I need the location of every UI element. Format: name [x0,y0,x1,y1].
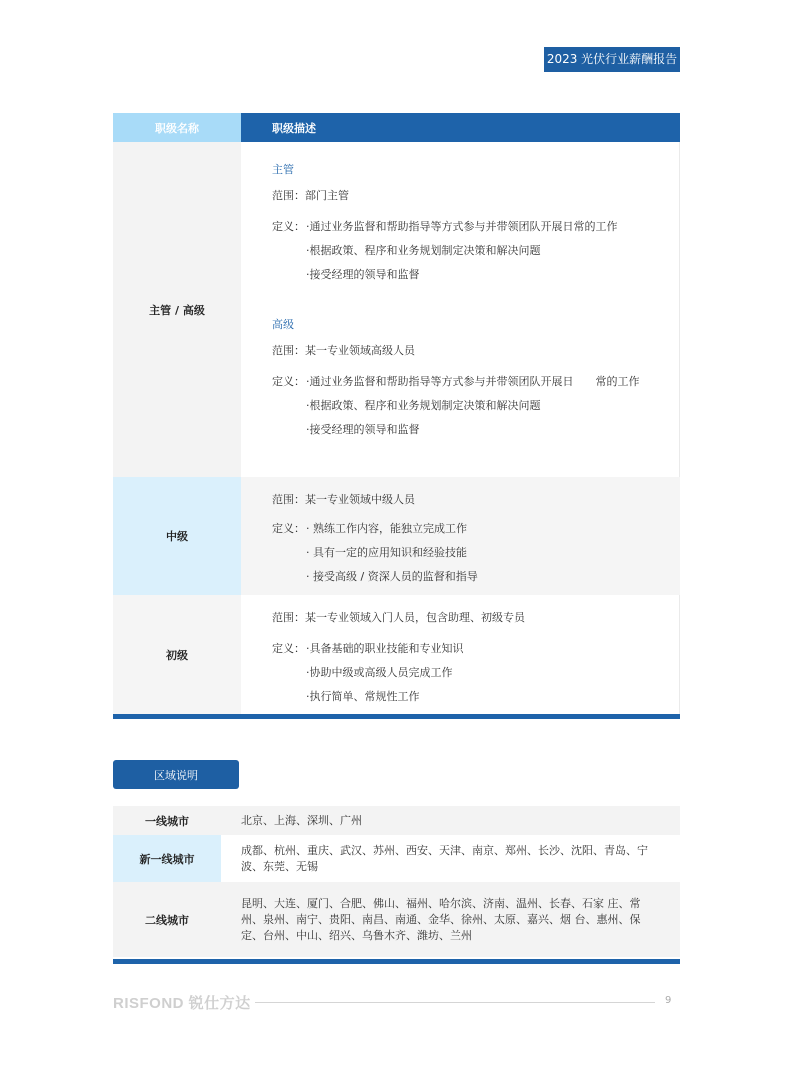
table-header [113,113,680,142]
region-table [113,806,680,964]
company-logo: RISFOND 锐仕方达 [113,995,251,1012]
header-level-name: 职级名称 [113,113,241,142]
definition-item: ·通过业务监督和帮助指导等方式参与并带领团队开展日 常的工作 [306,375,640,388]
definition-item: ·根据政策、程序和业务规划制定决策和解决问题 [306,244,541,257]
scope-text: 范围：某一专业领域入门人员，包含助理、初级专员 [272,611,525,624]
city-tier: 二线城市 [145,913,189,927]
level-name: 主管 / 高级 [113,142,241,477]
table-row [113,835,680,882]
definition-item: · 具有一定的应用知识和经验技能 [306,546,467,559]
scope-text: 范围：部门主管 [272,189,349,202]
table-bottom-rule [113,714,680,719]
definition-label: 定义： [272,375,305,388]
header-level-description: 职级描述 [241,113,680,142]
level-name: 初级 [113,595,241,714]
city-list: 北京、上海、深圳、广州 [241,813,362,827]
city-tier: 新一线城市 [113,835,221,882]
definition-label: 定义： [272,220,305,233]
table-row [113,477,680,595]
level-description [241,142,680,477]
region-section-title: 区域说明 [113,760,239,789]
footer-divider [255,1002,655,1003]
page-number: 9 [665,995,672,1006]
city-list: 成都、杭州、重庆、武汉、苏州、西安、天津、南京、郑州、长沙、沈阳、青岛、宁波、东莞、无锡 [221,835,680,882]
definition-item: ·接受经理的领导和监督 [306,268,420,281]
definition-item: ·接受经理的领导和监督 [306,423,420,436]
table-row [113,595,680,714]
table-row [113,142,680,477]
job-level-table [113,113,680,719]
city-list: 昆明、大连、厦门、合肥、佛山、福州、哈尔滨、济南、温州、长春、石家 庄、常州、泉州、南宁、贵阳、南昌、南通、金华、徐州、太原、嘉兴、烟 台、惠州、保定、台州、中山、绍兴、乌鲁木齐、潍坊、兰州 [241,896,641,942]
table-row [113,806,680,835]
scope-text: 范围：某一专业领域中级人员 [272,493,415,506]
definition-item: · 接受高级 / 资深人员的监督和指导 [306,570,478,583]
level-name: 中级 [113,477,241,595]
block-subtitle: 高级 [272,318,294,331]
definition-item: ·根据政策、程序和业务规划制定决策和解决问题 [306,399,541,412]
report-title-badge: 2023 光伏行业薪酬报告 [544,47,680,72]
block-subtitle: 主管 [272,163,294,176]
level-description [241,595,680,714]
level-description [241,477,680,595]
city-tier: 一线城市 [145,814,189,828]
definition-item: ·具备基础的职业技能和专业知识 [306,642,464,655]
definition-item: ·通过业务监督和帮助指导等方式参与并带领团队开展日常的工作 [306,220,618,233]
definition-label: 定义： [272,522,305,535]
scope-text: 范围：某一专业领域高级人员 [272,344,415,357]
table-bottom-rule [113,959,680,964]
definition-item: · 熟练工作内容，能独立完成工作 [306,522,467,535]
definition-item: ·执行简单、常规性工作 [306,690,420,703]
definition-label: 定义： [272,642,305,655]
table-row [113,882,680,957]
definition-item: ·协助中级或高级人员完成工作 [306,666,453,679]
